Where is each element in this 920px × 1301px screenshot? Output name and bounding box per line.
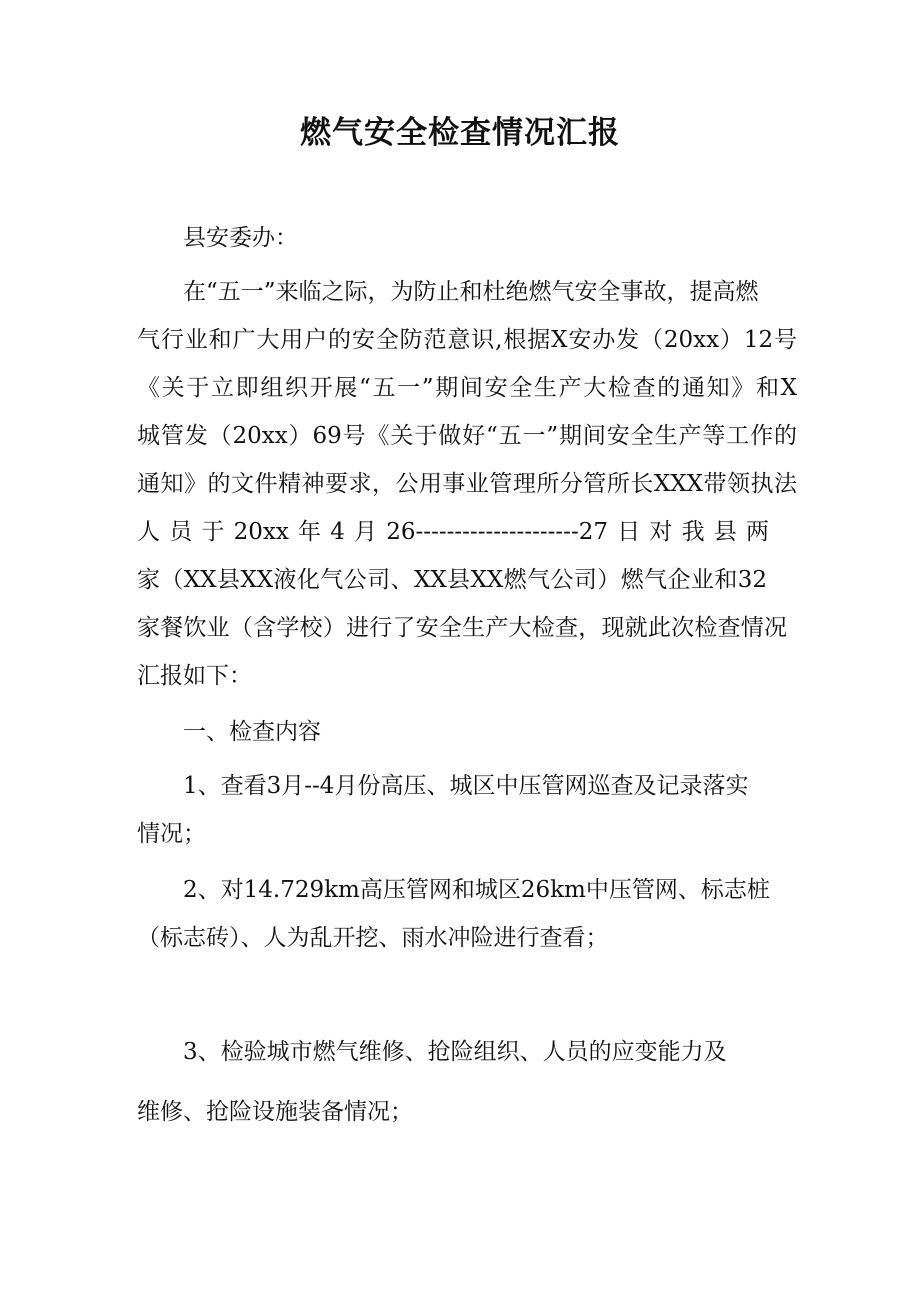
list-item-line: 维修、抢险设施装备情况； bbox=[137, 1099, 413, 1125]
list-item-line: 情况； bbox=[137, 821, 206, 847]
paragraph-line: 家（XX县XX液化气公司、XX县XX燃气公司）燃气企业和32 bbox=[137, 567, 767, 593]
paragraph-line: 《关于立即组织开展“五一”期间安全生产大检查的通知》和X bbox=[137, 375, 797, 401]
salutation: 县安委办： bbox=[183, 225, 298, 251]
paragraph-line: 人员于20xx年4月26---------------------27日对我县两 bbox=[137, 519, 769, 545]
paragraph-line: 在“五一”来临之际，为防止和杜绝燃气安全事故，提高燃 bbox=[183, 279, 759, 305]
list-item-line: 3、检验城市燃气维修、抢险组织、人员的应变能力及 bbox=[183, 1039, 727, 1065]
document-title: 燃气安全检查情况汇报 bbox=[300, 115, 620, 151]
paragraph-line: 气行业和广大用户的安全防范意识,根据X安办发（20xx）12号 bbox=[137, 327, 797, 353]
list-item-line: 1、查看3月--4月份高压、城区中压管网巡查及记录落实 bbox=[183, 773, 749, 799]
list-item-line: 2、对14.729km高压管网和城区26km中压管网、标志桩 bbox=[183, 877, 770, 903]
paragraph-line: 城管发（20xx）69号《关于做好“五一”期间安全生产等工作的 bbox=[137, 423, 797, 449]
section-heading: 一、检查内容 bbox=[183, 719, 321, 745]
list-item-line: （标志砖）、人为乱开挖、雨水冲险进行查看； bbox=[137, 925, 609, 951]
paragraph-line: 通知》的文件精神要求，公用事业管理所分管所长XXX带领执法 bbox=[137, 471, 797, 497]
paragraph-line: 汇报如下： bbox=[137, 663, 252, 689]
paragraph-line: 家餐饮业（含学校）进行了安全生产大检查，现就此次检查情况 bbox=[137, 615, 787, 641]
